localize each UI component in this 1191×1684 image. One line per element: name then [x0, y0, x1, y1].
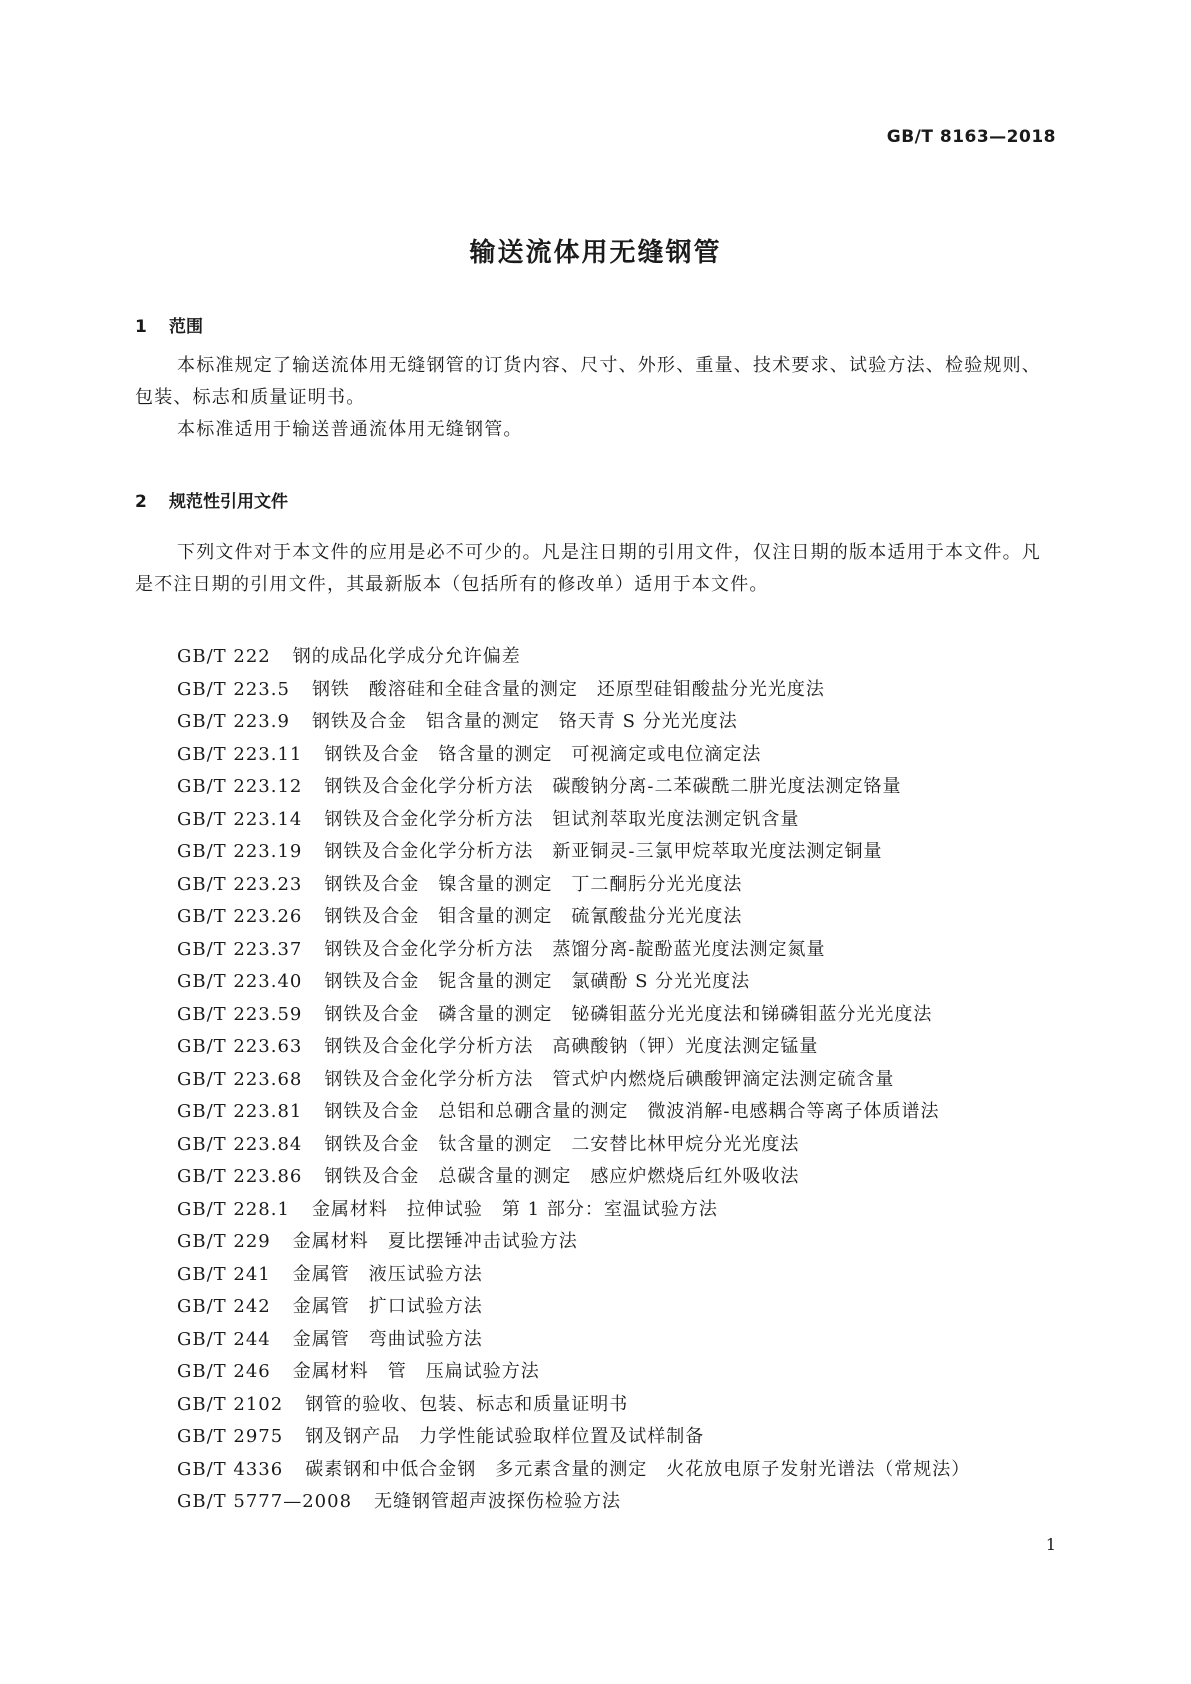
reference-item	[177, 1356, 970, 1389]
reference-item	[177, 966, 970, 999]
page-number: 1	[1045, 1535, 1056, 1554]
reference-code: GB/T 223.81	[177, 1101, 303, 1122]
reference-item	[177, 1324, 970, 1357]
reference-code: GB/T 5777—2008	[177, 1491, 353, 1512]
reference-code: GB/T 223.40	[177, 971, 303, 992]
reference-code: GB/T 4336	[177, 1458, 284, 1480]
reference-item	[177, 836, 970, 869]
reference-item	[177, 1259, 970, 1292]
reference-title: 钢的成品化学成分允许偏差	[292, 646, 521, 667]
reference-item	[177, 1096, 970, 1129]
standard-code: GB/T 8163—2018	[886, 127, 1056, 147]
reference-code: GB/T 223.19	[177, 841, 303, 862]
reference-item	[177, 1129, 970, 1162]
reference-code: GB/T 223.37	[177, 938, 303, 960]
reference-title: 金属管 弯曲试验方法	[292, 1328, 483, 1350]
reference-item	[177, 804, 970, 837]
reference-title: 金属材料 管 压扁试验方法	[292, 1361, 540, 1382]
reference-title: 钢铁及合金化学分析方法 碳酸钠分离-二苯碳酰二肼光度法测定铬量	[324, 776, 902, 797]
reference-title: 钢铁及合金 铌含量的测定 氯磺酚 S 分光光度法	[324, 971, 751, 992]
reference-item	[177, 706, 970, 739]
reference-title: 钢及钢产品 力学性能试验取样位置及试样制备	[305, 1426, 705, 1447]
reference-code: GB/T 223.9	[177, 711, 290, 732]
references-intro: 下列文件对于本文件的应用是必不可少的。凡是注日期的引用文件，仅注日期的版本适用于本文件。凡是不注日期的引用文件，其最新版本（包括所有的修改单）适用于本文件。	[135, 542, 1041, 595]
reference-title: 碳素钢和中低合金钢 多元素含量的测定 火花放电原子发射光谱法（常规法）	[305, 1458, 971, 1480]
reference-title: 钢铁及合金 铬含量的测定 可视滴定或电位滴定法	[324, 743, 762, 765]
scope-paragraph: 本标准适用于输送普通流体用无缝钢管。	[177, 419, 523, 440]
reference-code: GB/T 241	[177, 1263, 271, 1285]
reference-title: 钢铁及合金化学分析方法 钽试剂萃取光度法测定钒含量	[324, 808, 800, 830]
reference-item	[177, 1226, 970, 1259]
section-1-heading	[135, 312, 203, 337]
reference-title: 钢铁及合金 钼含量的测定 硫氰酸盐分光光度法	[324, 906, 743, 927]
reference-item	[177, 674, 970, 707]
reference-item	[177, 869, 970, 902]
reference-code: GB/T 246	[177, 1361, 271, 1382]
reference-code: GB/T 223.11	[177, 743, 303, 765]
reference-item	[177, 1161, 970, 1194]
reference-title: 金属材料 拉伸试验 第 1 部分：室温试验方法	[311, 1198, 718, 1220]
reference-code: GB/T 222	[177, 646, 271, 667]
reference-code: GB/T 223.68	[177, 1068, 303, 1090]
reference-title: 钢铁及合金 总碳含量的测定 感应炉燃烧后红外吸收法	[324, 1166, 800, 1187]
reference-code: GB/T 228.1	[177, 1198, 290, 1220]
reference-title: 钢铁及合金 磷含量的测定 铋磷钼蓝分光光度法和锑磷钼蓝分光光度法	[324, 1003, 933, 1025]
reference-item	[177, 739, 970, 772]
reference-title: 钢铁及合金 镍含量的测定 丁二酮肟分光光度法	[324, 873, 743, 895]
reference-title: 金属管 扩口试验方法	[292, 1296, 483, 1317]
reference-code: GB/T 223.86	[177, 1166, 303, 1187]
reference-code: GB/T 2102	[177, 1393, 284, 1415]
reference-item	[177, 1291, 970, 1324]
reference-title: 无缝钢管超声波探伤检验方法	[374, 1491, 622, 1512]
reference-code: GB/T 229	[177, 1231, 271, 1252]
reference-list	[177, 641, 970, 1519]
reference-code: GB/T 223.23	[177, 873, 303, 895]
reference-title: 钢铁及合金 总铝和总硼含量的测定 微波消解-电感耦合等离子体质谱法	[324, 1101, 940, 1122]
reference-item	[177, 771, 970, 804]
reference-title: 钢铁 酸溶硅和全硅含量的测定 还原型硅钼酸盐分光光度法	[311, 678, 825, 700]
section-number: 2	[135, 492, 147, 512]
reference-title: 金属管 液压试验方法	[292, 1263, 483, 1285]
reference-title: 钢铁及合金 钛含量的测定 二安替比林甲烷分光光度法	[324, 1133, 800, 1155]
reference-title: 钢铁及合金化学分析方法 蒸馏分离-靛酚蓝光度法测定氮量	[324, 938, 826, 960]
reference-code: GB/T 223.59	[177, 1003, 303, 1025]
section-title: 范围	[169, 317, 203, 337]
reference-code: GB/T 223.26	[177, 906, 303, 927]
reference-title: 钢铁及合金化学分析方法 管式炉内燃烧后碘酸钾滴定法测定硫含量	[324, 1068, 895, 1090]
reference-item	[177, 934, 970, 967]
reference-item	[177, 999, 970, 1032]
reference-item	[177, 1064, 970, 1097]
reference-code: GB/T 223.63	[177, 1036, 303, 1057]
section-number: 1	[135, 317, 147, 337]
reference-title: 钢管的验收、包装、标志和质量证明书	[305, 1393, 629, 1415]
reference-item	[177, 1454, 970, 1487]
reference-code: GB/T 223.12	[177, 776, 303, 797]
document-title: 输送流体用无缝钢管	[469, 238, 722, 268]
reference-code: GB/T 242	[177, 1296, 271, 1317]
reference-item	[177, 1486, 970, 1519]
reference-item	[177, 1421, 970, 1454]
reference-title: 金属材料 夏比摆锤冲击试验方法	[292, 1231, 578, 1252]
reference-title: 钢铁及合金化学分析方法 新亚铜灵-三氯甲烷萃取光度法测定铜量	[324, 841, 883, 862]
reference-code: GB/T 223.5	[177, 678, 290, 700]
reference-title: 钢铁及合金 铝含量的测定 铬天青 S 分光光度法	[311, 711, 738, 732]
reference-code: GB/T 244	[177, 1328, 271, 1350]
scope-paragraph: 本标准规定了输送流体用无缝钢管的订货内容、尺寸、外形、重量、技术要求、试验方法、检验规则、包装、标志和质量证明书。	[135, 355, 1041, 408]
section-2-heading	[135, 487, 288, 512]
reference-item	[177, 1031, 970, 1064]
reference-item	[177, 1194, 970, 1227]
reference-code: GB/T 2975	[177, 1426, 284, 1447]
section-title: 规范性引用文件	[169, 492, 288, 512]
reference-title: 钢铁及合金化学分析方法 高碘酸钠（钾）光度法测定锰量	[324, 1036, 819, 1057]
reference-item	[177, 901, 970, 934]
reference-code: GB/T 223.84	[177, 1133, 303, 1155]
reference-code: GB/T 223.14	[177, 808, 303, 830]
reference-item	[177, 1389, 970, 1422]
reference-item	[177, 641, 970, 674]
